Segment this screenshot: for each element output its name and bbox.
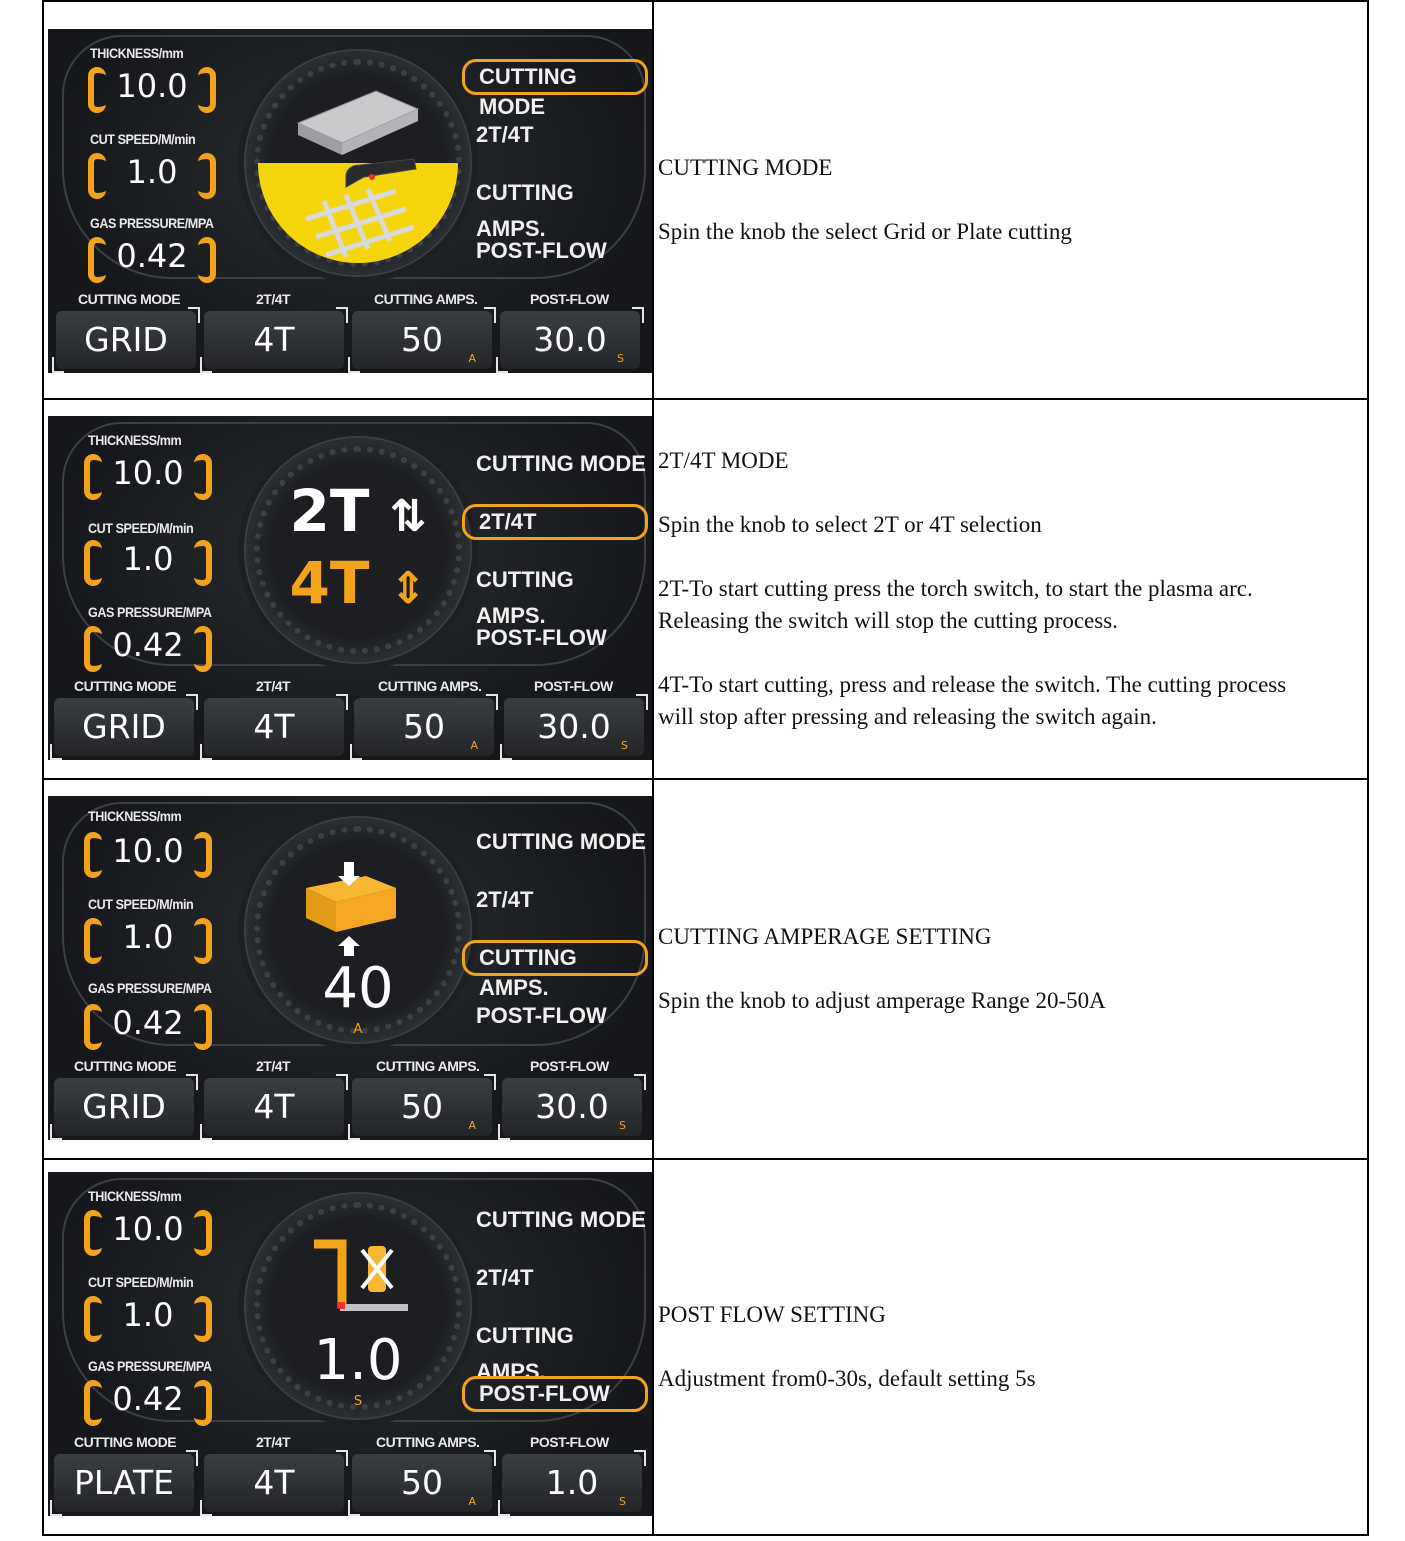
cutting-amps-button[interactable]: 50 A	[352, 1078, 492, 1136]
cutting-amps-button[interactable]: 50 A	[354, 698, 494, 756]
control-screen	[48, 416, 652, 760]
post-flow-button-label: POST-FLOW	[530, 1058, 609, 1074]
menu-item-cutting-amps[interactable]: CUTTING AMPS.	[462, 940, 648, 976]
cut-speed-label: CUT SPEED/M/min	[90, 131, 196, 147]
2t4t-button-label: 2T/4T	[256, 1434, 291, 1450]
description-cell	[653, 779, 1368, 1159]
description-text: Adjustment from0-30s, default setting 5s	[658, 1366, 1036, 1391]
description-text: Spin the knob to select 2T or 4T selection	[658, 512, 1042, 537]
selection-dial[interactable]	[244, 49, 472, 277]
post-flow-button[interactable]: 30.0 S	[504, 698, 644, 756]
amperage-unit: A	[353, 1022, 363, 1037]
cutting-amps-button-label: CUTTING AMPS.	[376, 1434, 480, 1450]
post-flow-value: 1.0	[313, 1328, 403, 1393]
table-row	[43, 779, 1368, 1159]
description-text: Spin the knob the select Grid or Plate cutting	[658, 219, 1072, 244]
cutting-mode-button[interactable]: GRID	[54, 1078, 194, 1136]
cutting-amps-button-label: CUTTING AMPS.	[378, 678, 482, 694]
post-flow-unit: S	[353, 1394, 363, 1409]
cutting-mode-button[interactable]: GRID	[56, 311, 196, 369]
cutting-amps-button-label: CUTTING AMPS.	[376, 1058, 480, 1074]
cut-speed-value: 1.0	[84, 540, 212, 578]
thickness-value: 10.0	[84, 832, 212, 870]
cutting-mode-button-label: CUTTING MODE	[74, 1058, 177, 1074]
2t4t-button[interactable]: 4T	[204, 698, 344, 756]
selection-dial[interactable]	[244, 436, 472, 664]
2t4t-button[interactable]: 4T	[204, 311, 344, 369]
thickness-label: THICKNESS/mm	[88, 432, 182, 448]
cut-speed-value: 1.0	[88, 153, 216, 191]
instruction-table	[42, 0, 1369, 1536]
panel-cell	[43, 779, 653, 1159]
gas-pressure-value: 0.42	[88, 237, 216, 275]
menu-item-cutting-mode[interactable]: CUTTING MODE	[462, 59, 648, 95]
selection-dial[interactable]	[244, 1192, 472, 1420]
menu-item-2t4t[interactable]: 2T/4T	[476, 1265, 534, 1290]
2t4t-button[interactable]: 4T	[204, 1078, 344, 1136]
gas-pressure-label: GAS PRESSURE/MPA	[88, 980, 212, 996]
cutting-mode-button-label: CUTTING MODE	[78, 291, 181, 307]
cutting-mode-button-label: CUTTING MODE	[74, 1434, 177, 1450]
description-text: 4T-To start cutting, press and release the switch. The cutting process will stop after pressing and releasing the switch again.	[658, 672, 1287, 729]
gas-pressure-label: GAS PRESSURE/MPA	[90, 215, 214, 231]
section-heading: CUTTING MODE	[658, 155, 833, 180]
description-cell	[653, 1, 1368, 399]
menu-item-cutting-mode[interactable]: CUTTING MODE	[476, 451, 646, 476]
amperage-value: 40	[322, 956, 394, 1021]
thickness-label: THICKNESS/mm	[88, 808, 182, 824]
menu-item-post-flow[interactable]: POST-FLOW	[476, 1003, 607, 1028]
menu-item-post-flow[interactable]: POST-FLOW	[462, 1376, 648, 1412]
selection-dial[interactable]	[244, 816, 472, 1044]
cutting-amps-button[interactable]: 50 A	[352, 1454, 492, 1512]
menu-item-2t4t[interactable]: 2T/4T	[462, 504, 648, 540]
gas-pressure-value: 0.42	[84, 626, 212, 664]
panel-cell	[43, 1159, 653, 1535]
section-heading: 2T/4T MODE	[658, 448, 789, 473]
cutting-mode-button[interactable]: PLATE	[54, 1454, 194, 1512]
double-arrows-icon: ⇕	[389, 563, 427, 614]
table-row	[43, 1, 1368, 399]
control-screen	[48, 1172, 652, 1516]
menu-item-cutting-amps[interactable]: CUTTING AMPS.	[476, 1323, 574, 1384]
plate-amperage-icon	[246, 848, 470, 968]
post-flow-button-label: POST-FLOW	[534, 678, 613, 694]
panel-cell	[43, 1, 653, 399]
description-cell	[653, 399, 1368, 779]
description-text: Spin the knob to adjust amperage Range 20-50A	[658, 988, 1106, 1013]
menu-item-post-flow[interactable]: POST-FLOW	[476, 625, 607, 650]
table-row	[43, 1159, 1368, 1535]
thickness-value: 10.0	[88, 67, 216, 105]
cut-speed-value: 1.0	[84, 918, 212, 956]
gas-pressure-label: GAS PRESSURE/MPA	[88, 1358, 212, 1374]
cutting-amps-button[interactable]: 50 A	[352, 311, 492, 369]
grid-cutting-icon	[246, 51, 470, 275]
2t4t-button-label: 2T/4T	[256, 291, 291, 307]
thickness-value: 10.0	[84, 1210, 212, 1248]
post-flow-button-label: POST-FLOW	[530, 1434, 609, 1450]
cutting-mode-button-label: CUTTING MODE	[74, 678, 177, 694]
trigger-mode-icon: 2T ⇅ 4T ⇕	[289, 477, 427, 617]
cut-speed-label: CUT SPEED/M/min	[88, 1274, 194, 1290]
cutting-amps-button-label: CUTTING AMPS.	[374, 291, 478, 307]
panel-cell	[43, 399, 653, 779]
menu-item-cutting-amps[interactable]: CUTTING AMPS.	[476, 180, 574, 241]
thickness-value: 10.0	[84, 454, 212, 492]
thickness-label: THICKNESS/mm	[90, 45, 184, 61]
control-screen	[48, 29, 652, 373]
cutting-mode-button[interactable]: GRID	[54, 698, 194, 756]
thickness-label: THICKNESS/mm	[88, 1188, 182, 1204]
menu-item-cutting-amps[interactable]: CUTTING AMPS.	[476, 567, 574, 628]
gas-pressure-value: 0.42	[84, 1380, 212, 1418]
2t4t-button-label: 2T/4T	[256, 1058, 291, 1074]
2t4t-button[interactable]: 4T	[204, 1454, 344, 1512]
up-down-arrows-icon: ⇅	[389, 491, 427, 542]
description-text: 2T-To start cutting press the torch switch, to start the plasma arc. Releasing the switch will stop the cutting process.	[658, 576, 1253, 633]
post-flow-icon	[246, 1216, 470, 1326]
table-row	[43, 399, 1368, 779]
gas-pressure-value: 0.42	[84, 1004, 212, 1042]
section-heading: POST FLOW SETTING	[658, 1302, 886, 1327]
cut-speed-label: CUT SPEED/M/min	[88, 896, 194, 912]
control-screen	[48, 796, 652, 1140]
menu-item-2t4t[interactable]: 2T/4T	[476, 887, 534, 912]
section-heading: CUTTING AMPERAGE SETTING	[658, 924, 992, 949]
cut-speed-value: 1.0	[84, 1296, 212, 1334]
menu-item-2t4t[interactable]: 2T/4T	[476, 122, 534, 147]
menu-item-cutting-mode[interactable]: CUTTING MODE	[476, 829, 646, 854]
2t4t-button-label: 2T/4T	[256, 678, 291, 694]
menu-item-cutting-mode[interactable]: CUTTING MODE	[476, 1207, 646, 1232]
gas-pressure-label: GAS PRESSURE/MPA	[88, 604, 212, 620]
post-flow-button[interactable]: 30.0 S	[502, 1078, 642, 1136]
post-flow-button[interactable]: 30.0 S	[500, 311, 640, 369]
post-flow-button-label: POST-FLOW	[530, 291, 609, 307]
post-flow-button[interactable]: 1.0 S	[502, 1454, 642, 1512]
cut-speed-label: CUT SPEED/M/min	[88, 520, 194, 536]
menu-item-post-flow[interactable]: POST-FLOW	[476, 238, 607, 263]
description-cell	[653, 1159, 1368, 1535]
